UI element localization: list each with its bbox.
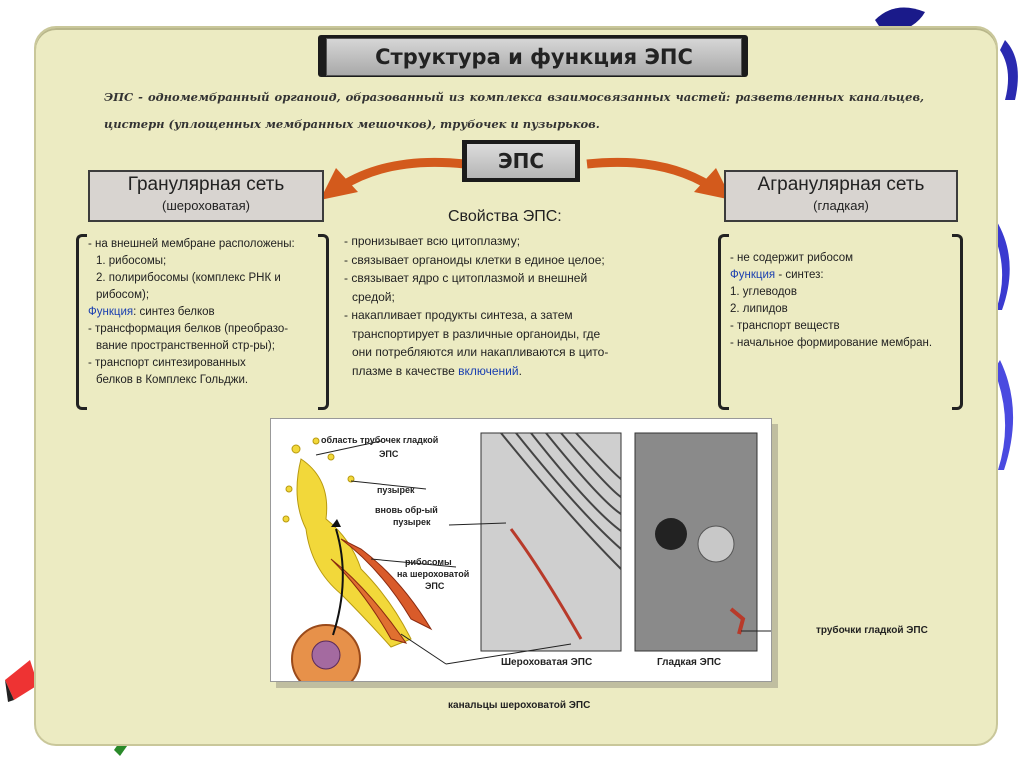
label-new-vesicle: вновь обр-ый <box>375 505 438 515</box>
agranular-net-box <box>724 170 958 222</box>
list-item: - пронизывает всю цитоплазму; <box>344 234 521 248</box>
list-item: - не содержит рибосом <box>730 252 854 264</box>
list-item: - трансформация белков (преобразо- <box>88 323 289 335</box>
list-item: - начальное формирование мембран. <box>730 337 933 349</box>
list-item: рибосом); <box>96 289 150 301</box>
list-item: - транспорт синтезированных <box>88 357 246 369</box>
rough-micrograph <box>481 433 621 651</box>
list-item: они потребляются или накапливаются в цито- <box>352 345 609 359</box>
agranular-title: Агранулярная сеть <box>757 174 925 195</box>
label-smooth-tubules: трубочки гладкой ЭПС <box>816 625 928 636</box>
granular-bracket-left <box>76 234 87 410</box>
label-ribosomes-3: ЭПС <box>425 581 445 591</box>
list-item: Функция: синтез белков <box>88 306 215 318</box>
list-item: средой; <box>352 289 395 304</box>
label-smooth-area: область трубочек гладкой <box>321 435 439 445</box>
agranular-list <box>730 250 950 352</box>
granular-subtitle: (шероховатая) <box>162 198 250 213</box>
agranular-bracket-left <box>718 234 729 410</box>
smooth-micrograph <box>635 433 757 651</box>
list-item: 1. углеводов <box>730 286 797 298</box>
properties-title: Свойства ЭПС: <box>448 208 562 225</box>
label-ribosomes-2: на шероховатой <box>397 569 470 579</box>
agranular-subtitle: (гладкая) <box>813 198 869 213</box>
label-new-vesicle-2: пузырек <box>393 517 431 527</box>
list-item: Функция - синтез: <box>730 269 824 281</box>
caption-smooth: Гладкая ЭПС <box>657 657 722 668</box>
label-smooth-area-2: ЭПС <box>379 449 399 459</box>
list-item: - связывает органоиды клетки в единое целое; <box>344 252 605 267</box>
list-item: - на внешней мембране расположены: <box>88 238 295 250</box>
list-item: - накапливает продукты синтеза, а затем <box>344 308 573 322</box>
granular-list <box>88 236 316 389</box>
eps-figure <box>270 418 772 682</box>
label-vesicle: пузырек <box>377 485 415 495</box>
list-item: 2. полирибосомы (комплекс РНК и <box>96 272 281 284</box>
er-drawing <box>283 438 431 647</box>
caption-rough: Шероховатая ЭПС <box>501 657 593 668</box>
arrow-left <box>300 148 470 208</box>
label-ribosomes: рибосомы <box>405 557 452 567</box>
list-item: - связывает ядро с цитоплазмой и внешней <box>344 271 588 285</box>
granular-net-box <box>88 170 324 222</box>
cell-icon <box>292 625 360 681</box>
list-item: плазме в качестве включений. <box>352 363 522 378</box>
granular-bracket-right <box>318 234 329 410</box>
granular-title: Гранулярная сеть <box>127 174 285 195</box>
definition-text: ЭПС - одномембранный органоид, образованный из комплекса взаимосвязанных частей: разветвленных канальцев, цистерн (уплощенных мембранных мешочков), трубочек и пузырьков. <box>104 90 924 131</box>
inclusions-word: включений <box>458 363 519 378</box>
label-rough-channels: канальцы шероховатой ЭПС <box>448 700 591 711</box>
list-item: белков в Комплекс Гольджи. <box>96 374 249 386</box>
list-item: вание пространственной стр-ры); <box>96 340 275 352</box>
properties-list <box>344 232 692 380</box>
list-item: 1. рибосомы; <box>96 255 167 267</box>
eps-label: ЭПС <box>467 144 575 178</box>
page-title: Структура и функция ЭПС <box>326 38 742 76</box>
function-label: Функция <box>88 306 134 318</box>
list-item: - транспорт веществ <box>730 320 840 332</box>
agranular-bracket-right <box>952 234 963 410</box>
list-item: транспортирует в различные органоиды, где <box>352 326 601 341</box>
eps-illustration <box>271 419 771 681</box>
list-item: 2. липидов <box>730 303 788 315</box>
function-label: Функция <box>730 269 776 281</box>
